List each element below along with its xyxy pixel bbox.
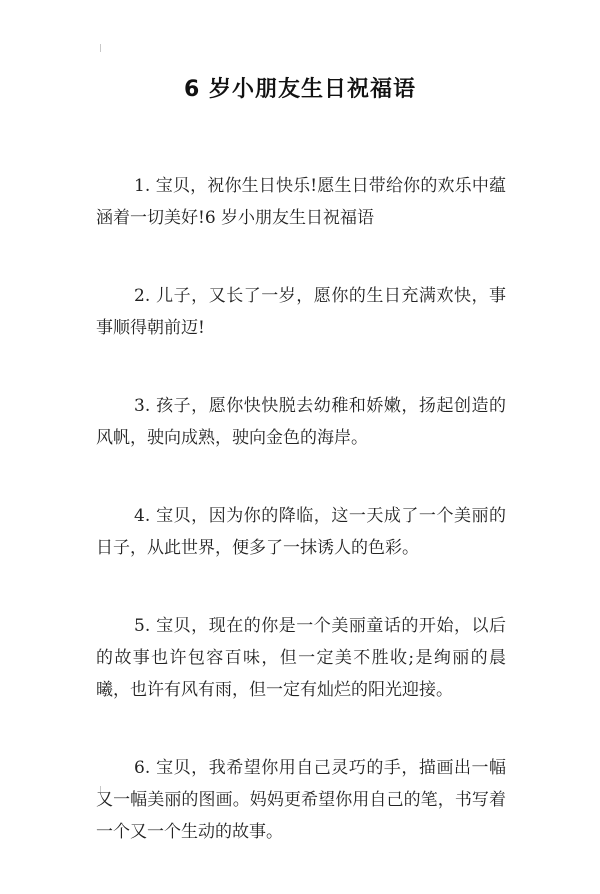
page-corner-mark-top	[100, 44, 101, 52]
page-title: 6 岁小朋友生日祝福语	[184, 77, 416, 102]
blessing-item-1: 1. 宝贝，祝你生日快乐!愿生日带给你的欢乐中蕴涵着一切美好!6 岁小朋友生日祝福语	[96, 176, 506, 228]
blessing-list	[96, 170, 506, 894]
blessing-item-3: 3. 孩子，愿你快快脱去幼稚和娇嫩，扬起创造的风帆，驶向成熟，驶向金色的海岸。	[96, 396, 506, 448]
blessing-item-4: 4. 宝贝，因为你的降临，这一天成了一个美丽的日子，从此世界，便多了一抹诱人的色彩。	[96, 506, 506, 558]
blessing-item-6: 6. 宝贝，我希望你用自己灵巧的手，描画出一幅又一幅美丽的图画。妈妈更希望你用自己的笔，书写着一个又一个生动的故事。	[96, 758, 506, 842]
blessing-item-2: 2. 儿子，又长了一岁，愿你的生日充满欢快，事事顺得朝前迈!	[96, 286, 506, 338]
blessing-item-5: 5. 宝贝，现在的你是一个美丽童话的开始，以后的故事也许包容百味，但一定美不胜收;是绚丽的晨曦，也许有风有雨，但一定有灿烂的阳光迎接。	[96, 616, 506, 700]
